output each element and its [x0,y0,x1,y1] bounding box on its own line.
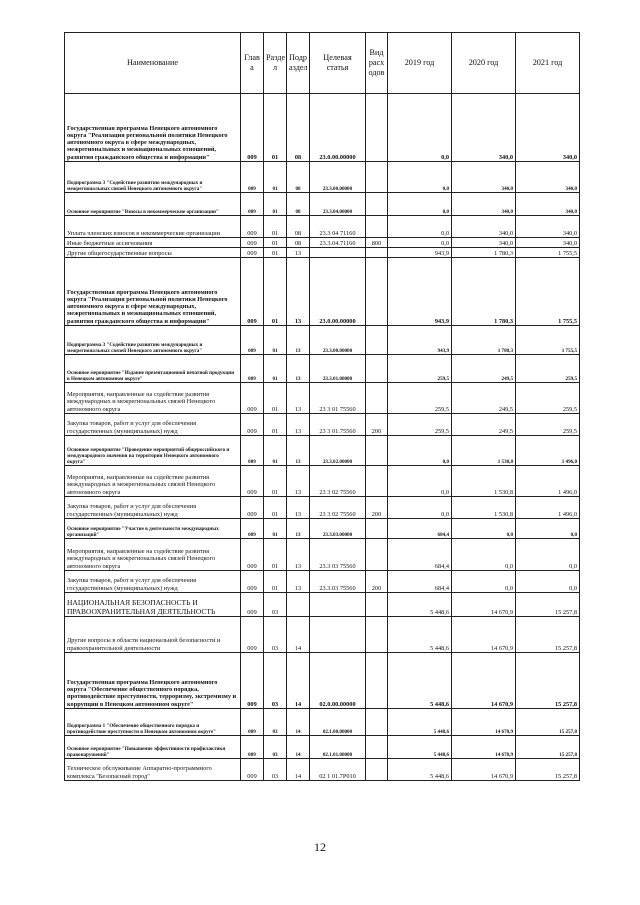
cell-2020: 14 670,9 [452,736,516,759]
cell-vid [366,355,388,383]
cell-2020: 1 780,3 [452,248,516,258]
cell-name: Иные бюджетные ассигнования [65,238,241,248]
cell-statya: 23.3.02.00000 [310,436,366,466]
cell-2019: 0,0 [388,238,452,248]
cell-glava: 009 [241,248,264,258]
cell-glava: 009 [241,326,264,355]
cell-podrazdel: 14 [287,709,310,736]
cell-2019: 684,4 [388,571,452,593]
cell-name: Уплата членских взносов в некоммерческие организации [65,216,241,238]
table-row [65,593,580,617]
table-row [65,355,580,383]
cell-name: Закупка товаров, работ и услуг для обеспечения государственных (муниципальных) нужд [65,497,241,519]
cell-podrazdel: 14 [287,653,310,709]
cell-2019: 943,9 [388,326,452,355]
table-row [65,539,580,571]
cell-vid: 200 [366,414,388,436]
table-row [65,736,580,759]
cell-vid [366,436,388,466]
cell-statya: 02.1.00.00000 [310,709,366,736]
cell-glava: 009 [241,258,264,326]
table-row [65,466,580,497]
cell-2021: 340,0 [516,238,580,248]
cell-statya: 23 3 02 75560 [310,497,366,519]
cell-2021: 1 755,5 [516,258,580,326]
cell-2019: 5 448,6 [388,759,452,781]
cell-2021: 1 755,5 [516,326,580,355]
cell-podrazdel: 13 [287,436,310,466]
cell-2019: 0,0 [388,436,452,466]
cell-statya [310,593,366,617]
cell-2021: 1 496,0 [516,497,580,519]
cell-2021: 1 496,0 [516,436,580,466]
cell-glava: 009 [241,709,264,736]
cell-vid [366,653,388,709]
cell-razdel: 01 [264,466,287,497]
cell-podrazdel: 13 [287,258,310,326]
cell-podrazdel: 08 [287,162,310,193]
cell-name: Техническое обслуживание Аппаратно-программного комплекса "Безопасный город" [65,759,241,781]
cell-2021: 0,0 [516,571,580,593]
cell-2021: 0,0 [516,539,580,571]
cell-2020: 249,5 [452,414,516,436]
cell-razdel: 01 [264,258,287,326]
table-row [65,653,580,709]
cell-2019: 0,0 [388,94,452,162]
cell-2021: 340,0 [516,193,580,216]
cell-glava: 009 [241,593,264,617]
cell-glava: 009 [241,736,264,759]
cell-vid [366,466,388,497]
cell-2019: 0,0 [388,216,452,238]
cell-2020: 14 670,9 [452,617,516,653]
cell-2020: 14 670,9 [452,709,516,736]
cell-vid [366,94,388,162]
cell-podrazdel: 14 [287,759,310,781]
cell-name: Подпрограмма 3 "Содействие развитию международных и межрегиональных связей Ненецкого автономного округа" [65,162,241,193]
cell-vid [366,248,388,258]
cell-vid [366,193,388,216]
cell-2019: 5 448,6 [388,617,452,653]
cell-name: Подпрограмма 3 "Содействие развитию международных и межрегиональных связей Ненецкого автономного округа" [65,326,241,355]
cell-name: Другие вопросы в области национальной безопасности и правоохранительной деятельности [65,617,241,653]
table-header-row [65,33,580,94]
cell-razdel: 01 [264,248,287,258]
cell-2019: 0,0 [388,162,452,193]
cell-2019: 0,0 [388,466,452,497]
cell-glava: 009 [241,759,264,781]
cell-name: Основное мероприятие "Издание презентационной печатной продукции в Ненецком автономном округе" [65,355,241,383]
cell-name: Государственная программа Ненецкого автономного округа "Реализация региональной политики Ненецкого автономного округа в сфере международных, межрегиональных и межнациональных отношений, развития гражданского общества и информации" [65,94,241,162]
cell-name: Основное мероприятие "Повышение эффективности профилактики правонарушений" [65,736,241,759]
cell-podrazdel: 14 [287,736,310,759]
cell-2020: 340,0 [452,162,516,193]
header-name: Наименование [65,33,241,94]
header-2019: 2019 год [388,33,452,94]
cell-glava: 009 [241,414,264,436]
cell-podrazdel: 13 [287,383,310,414]
cell-name: Основное мероприятие "Проведение мероприятий общероссийского и международного значения на территории Ненецкого автономного округа" [65,436,241,466]
cell-glava: 009 [241,539,264,571]
cell-statya: 02.0.00.00000 [310,653,366,709]
cell-razdel: 03 [264,653,287,709]
cell-podrazdel: 13 [287,519,310,539]
cell-glava: 009 [241,653,264,709]
cell-glava: 009 [241,355,264,383]
table-row [65,94,580,162]
cell-2021: 259,5 [516,383,580,414]
cell-razdel: 01 [264,539,287,571]
cell-razdel: 03 [264,593,287,617]
cell-vid: 200 [366,571,388,593]
cell-podrazdel [287,593,310,617]
cell-podrazdel: 13 [287,539,310,571]
cell-vid [366,326,388,355]
cell-razdel: 03 [264,759,287,781]
header-razdel: Разде л [264,33,287,94]
cell-razdel: 01 [264,383,287,414]
cell-razdel: 01 [264,162,287,193]
cell-name: Подпрограмма 1 "Обеспечение общественного порядка и противодействие преступности в Ненецком автономном округе" [65,709,241,736]
cell-2020: 14 670,9 [452,653,516,709]
cell-2019: 5 448,6 [388,593,452,617]
cell-name: Основное мероприятие "Участие в деятельности международных организаций" [65,519,241,539]
cell-name: Закупка товаров, работ и услуг для обеспечения государственных (муниципальных) нужд [65,414,241,436]
cell-2019: 259,5 [388,355,452,383]
cell-glava: 009 [241,617,264,653]
cell-name: Основное мероприятие "Взносы в некоммерческие организации" [65,193,241,216]
cell-2021: 340,0 [516,162,580,193]
table-row [65,193,580,216]
cell-glava: 009 [241,383,264,414]
cell-2020: 340,0 [452,94,516,162]
cell-statya: 23 3 02 75560 [310,466,366,497]
cell-razdel: 01 [264,414,287,436]
table-row [65,519,580,539]
header-glava: Глав а [241,33,264,94]
cell-2019: 259,5 [388,383,452,414]
cell-glava: 009 [241,94,264,162]
cell-podrazdel: 08 [287,94,310,162]
cell-2021: 15 257,8 [516,709,580,736]
cell-2020: 1 530,8 [452,497,516,519]
cell-name: Закупка товаров, работ и услуг для обеспечения государственных (муниципальных) нужд [65,571,241,593]
cell-razdel: 01 [264,94,287,162]
cell-razdel: 01 [264,355,287,383]
cell-vid [366,593,388,617]
header-statya: Целевая статья [310,33,366,94]
cell-razdel: 01 [264,497,287,519]
cell-2020: 1 530,8 [452,466,516,497]
cell-glava: 009 [241,193,264,216]
cell-name: Другие общегосударственные вопросы [65,248,241,258]
cell-2020: 14 670,9 [452,593,516,617]
cell-2020: 0,0 [452,519,516,539]
cell-vid [366,617,388,653]
cell-statya: 23.0.00.00000 [310,94,366,162]
table-row [65,238,580,248]
cell-podrazdel: 08 [287,238,310,248]
table-row [65,571,580,593]
cell-glava: 009 [241,436,264,466]
cell-razdel: 01 [264,436,287,466]
header-podrazdel: Подр аздел [287,33,310,94]
cell-razdel: 03 [264,736,287,759]
cell-2021: 259,5 [516,355,580,383]
table-row [65,326,580,355]
cell-2020: 0,0 [452,539,516,571]
cell-glava: 009 [241,238,264,248]
cell-2021: 0,0 [516,519,580,539]
cell-statya: 23.3.00.00000 [310,326,366,355]
cell-vid: 200 [366,497,388,519]
cell-statya: 02 1 01.7Р010 [310,759,366,781]
cell-2021: 1 496,0 [516,466,580,497]
cell-statya: 23 3 01.75560 [310,414,366,436]
cell-podrazdel: 13 [287,355,310,383]
cell-vid [366,736,388,759]
table-row [65,414,580,436]
cell-2020: 14 670,9 [452,759,516,781]
table-row [65,436,580,466]
cell-2020: 1 530,8 [452,436,516,466]
cell-vid [366,216,388,238]
cell-2021: 15 257,8 [516,736,580,759]
cell-statya: 23.3 03 75560 [310,539,366,571]
cell-2019: 259,5 [388,414,452,436]
cell-podrazdel: 14 [287,617,310,653]
cell-2021: 15 257,8 [516,617,580,653]
cell-podrazdel: 13 [287,466,310,497]
cell-statya: 23.3.04.00000 [310,193,366,216]
cell-glava: 009 [241,162,264,193]
cell-razdel: 01 [264,326,287,355]
cell-vid [366,709,388,736]
cell-name: НАЦИОНАЛЬНАЯ БЕЗОПАСНОСТЬ И ПРАВООХРАНИТЕЛЬНАЯ ДЕЯТЕЛЬНОСТЬ [65,593,241,617]
cell-vid [366,759,388,781]
table-row [65,759,580,781]
cell-glava: 009 [241,466,264,497]
cell-2021: 340,0 [516,94,580,162]
cell-2021: 259,5 [516,414,580,436]
budget-table [64,32,580,781]
cell-statya: 23.3.04.71160 [310,238,366,248]
cell-2021: 15 257,8 [516,759,580,781]
cell-statya: 23.3.03 75560 [310,571,366,593]
cell-name: Государственная программа Ненецкого автономного округа "Реализация региональной политики Ненецкого автономного округа в сфере международных, межрегиональных и межнациональных отношений, развития гражданского общества и информации" [65,258,241,326]
cell-razdel: 01 [264,571,287,593]
cell-podrazdel: 13 [287,497,310,519]
cell-2019: 0,0 [388,193,452,216]
table-row [65,497,580,519]
cell-2019: 5 448,6 [388,653,452,709]
cell-statya [310,617,366,653]
cell-2020: 1 780,3 [452,258,516,326]
cell-vid [366,539,388,571]
cell-2019: 943,9 [388,258,452,326]
cell-podrazdel: 13 [287,414,310,436]
cell-2019: 0,0 [388,497,452,519]
cell-name: Мероприятия, направленные на содействие развития международных и межрегиональных связей Ненецкого автономного округа [65,539,241,571]
cell-glava: 009 [241,497,264,519]
cell-statya [310,248,366,258]
cell-2020: 340,0 [452,238,516,248]
header-2021: 2021 год [516,33,580,94]
cell-name: Мероприятия, направленные на содействие развития международных и межрегиональных связей Ненецкого автономного округа [65,466,241,497]
cell-2021: 15 257,8 [516,653,580,709]
cell-podrazdel: 08 [287,216,310,238]
cell-statya: 23.3.00.00000 [310,162,366,193]
cell-razdel: 01 [264,238,287,248]
table-body [65,94,580,781]
cell-razdel: 01 [264,519,287,539]
cell-vid [366,519,388,539]
cell-vid: 800 [366,238,388,248]
cell-podrazdel: 13 [287,571,310,593]
cell-statya: 23.3.03.00000 [310,519,366,539]
cell-2019: 684,4 [388,539,452,571]
header-2020: 2020 год [452,33,516,94]
cell-razdel: 03 [264,617,287,653]
cell-statya: 23 3 01 75560 [310,383,366,414]
cell-2021: 340,0 [516,216,580,238]
cell-statya: 23.3 04 71160 [310,216,366,238]
cell-podrazdel: 08 [287,193,310,216]
cell-2019: 943,9 [388,248,452,258]
table-row [65,709,580,736]
cell-2019: 5 448,6 [388,709,452,736]
cell-2020: 1 780,3 [452,326,516,355]
cell-statya: 02.1.01.00000 [310,736,366,759]
cell-2019: 684,4 [388,519,452,539]
cell-2019: 5 448,6 [388,736,452,759]
table-row [65,383,580,414]
header-vid: Вид расх одов [366,33,388,94]
table-row [65,617,580,653]
cell-2020: 340,0 [452,216,516,238]
table-row [65,248,580,258]
cell-podrazdel: 13 [287,248,310,258]
cell-statya: 23.3.01.00000 [310,355,366,383]
cell-glava: 009 [241,571,264,593]
page-number: 12 [314,840,326,854]
cell-glava: 009 [241,519,264,539]
cell-vid [366,258,388,326]
table-row [65,216,580,238]
table-row [65,162,580,193]
cell-razdel: 01 [264,193,287,216]
table-row [65,258,580,326]
cell-razdel: 03 [264,709,287,736]
cell-vid [366,162,388,193]
cell-2020: 249,5 [452,383,516,414]
cell-statya: 23.0.00.00000 [310,258,366,326]
cell-2020: 0,0 [452,571,516,593]
cell-2020: 340,0 [452,193,516,216]
cell-2020: 249,5 [452,355,516,383]
cell-podrazdel: 13 [287,326,310,355]
cell-name: Государственная программа Ненецкого автономного округа "Обеспечение общественного порядка, противодействие преступности, терроризму, экстремизму и коррупции в Ненецком автономном округе" [65,653,241,709]
cell-2021: 15 257,8 [516,593,580,617]
cell-name: Мероприятия, направленные на содействие развития международных и межрегиональных связей Ненецкого автономного округа [65,383,241,414]
cell-glava: 009 [241,216,264,238]
cell-razdel: 01 [264,216,287,238]
cell-2021: 1 755,5 [516,248,580,258]
cell-vid [366,383,388,414]
